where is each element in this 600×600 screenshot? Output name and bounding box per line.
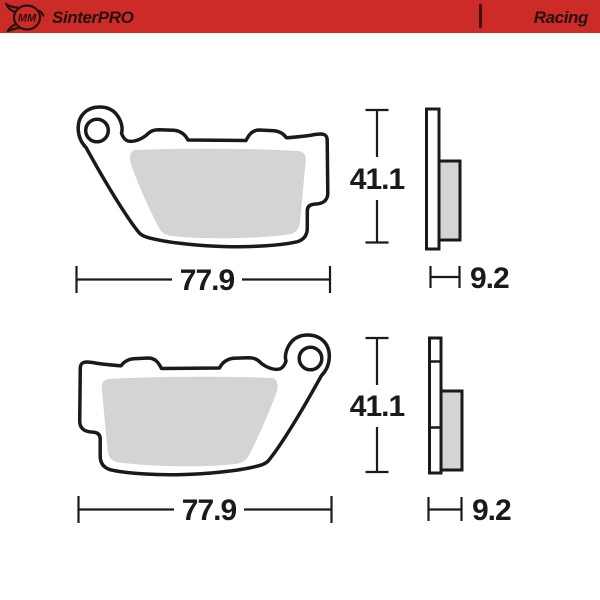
logo-monogram: MM [17,12,37,25]
width-label-bottom: 77.9 [181,494,237,527]
thickness-label-bottom: 9.2 [472,494,511,527]
pad-side-view-bottom [430,338,463,473]
edition-name: Racing [533,8,588,27]
friction-side-bottom [441,391,462,470]
pad-front-view-top [78,107,328,247]
dimension-thickness-bottom [429,494,512,527]
moto-master-logo-icon [5,2,45,32]
backplate-side-bottom [430,338,442,473]
pad-front-view-bottom [80,335,330,475]
brand-name: SinterPRO [52,8,134,27]
backplate-side-top [427,109,440,249]
dimension-width-top [77,264,331,297]
dimension-width-bottom [79,494,332,527]
thickness-label-top: 9.2 [470,262,509,295]
header-banner [0,0,600,33]
dimension-height-top [350,110,405,243]
height-label-top: 41.1 [349,163,405,196]
height-label-bottom: 41.1 [349,390,405,423]
dimension-height-bottom [350,338,405,472]
width-label-top: 77.9 [179,264,235,297]
friction-side-top [439,161,460,240]
pad-side-view-top [427,109,461,249]
dimension-thickness-top [431,262,510,295]
header-divider [479,4,482,28]
